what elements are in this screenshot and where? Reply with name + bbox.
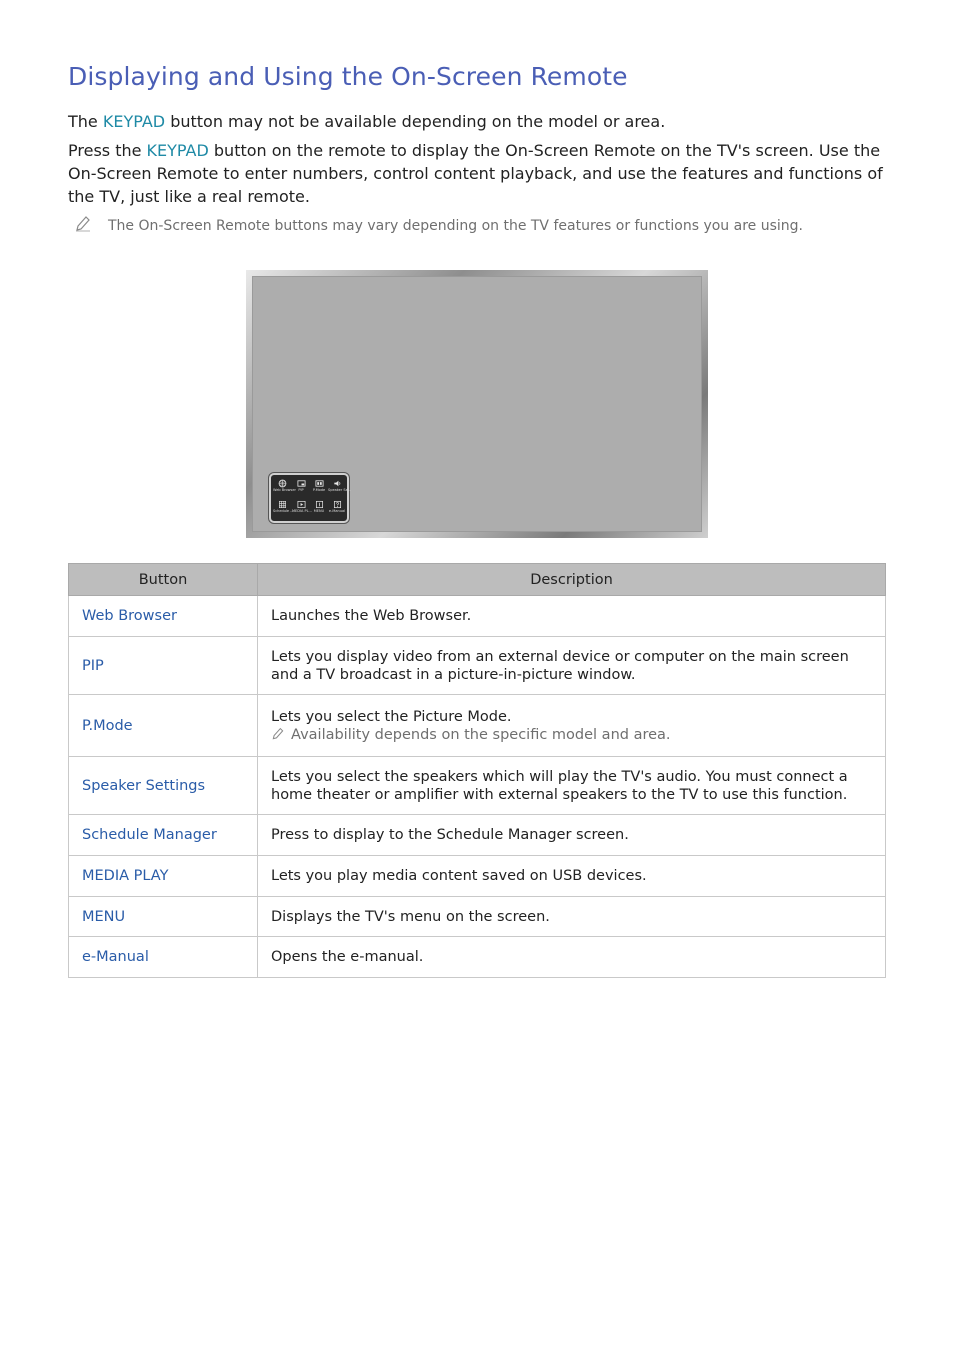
table-row	[69, 596, 886, 637]
table-row	[69, 757, 886, 815]
keypad-availability-text	[68, 110, 886, 133]
description-cell: Launches the Web Browser.	[258, 596, 886, 637]
remote-label: MENU	[313, 509, 325, 513]
remote-buttons-table	[68, 563, 886, 978]
button-name-cell: Schedule Manager	[69, 815, 258, 856]
button-name-cell: P.Mode	[69, 695, 258, 757]
para1-post: button may not be available depending on the model or area.	[165, 112, 666, 131]
grid-icon	[278, 500, 287, 509]
remote-note-text: The On-Screen Remote buttons may vary depending on the TV features or functions you are using.	[108, 218, 803, 234]
column-header-description: Description	[258, 564, 886, 596]
menu-icon	[315, 500, 324, 509]
description-cell: Displays the TV's menu on the screen.	[258, 897, 886, 937]
help-icon	[333, 500, 342, 509]
description-cell: Lets you select the speakers which will play the TV's audio. You must connect a home theater or amplifier with external speakers to the TV to use this function.	[258, 757, 886, 815]
pencil-icon	[271, 727, 285, 741]
availability-note-text: Availability depends on the specific model and area.	[291, 726, 671, 743]
description-cell	[258, 695, 886, 757]
remote-speaker-settings-button[interactable]	[328, 479, 352, 493]
page-title: Displaying and Using the On-Screen Remote	[68, 62, 628, 91]
button-name-cell: MEDIA PLAY	[69, 856, 258, 897]
button-name-cell: Speaker Settings	[69, 757, 258, 815]
description-cell: Press to display to the Schedule Manager screen.	[258, 815, 886, 856]
tv-illustration	[246, 270, 708, 538]
tv-screen	[252, 276, 702, 532]
speaker-icon	[333, 479, 342, 488]
description-cell: Lets you play media content saved on USB devices.	[258, 856, 886, 897]
remote-media-play-button[interactable]	[292, 500, 310, 514]
remote-label: MEDIA PL...	[292, 509, 312, 513]
table-row	[69, 695, 886, 757]
table-row	[69, 815, 886, 856]
availability-note	[271, 726, 872, 744]
globe-icon	[278, 479, 287, 488]
play-icon	[297, 500, 306, 509]
table-row	[69, 637, 886, 695]
picture-mode-icon	[315, 479, 324, 488]
remote-label: PIP	[298, 488, 304, 492]
table-row	[69, 937, 886, 978]
remote-label: P.Mode	[312, 488, 326, 492]
remote-label: Schedule ...	[273, 509, 294, 513]
description-cell: Lets you display video from an external device or computer on the main screen and a TV broadcast in a picture-in-picture window.	[258, 637, 886, 695]
keypad-keyword: KEYPAD	[102, 112, 166, 131]
para2-post: button on the remote to display the On-Screen Remote on the TV's screen. Use the On-Screen Remote to enter numbers, control content playback, and use the features and functions of the TV, just like a real remote.	[68, 141, 883, 206]
table-row	[69, 897, 886, 937]
remote-menu-button[interactable]	[310, 500, 328, 514]
para1-pre: The	[68, 112, 103, 131]
remote-label: e-Manual	[328, 509, 346, 513]
remote-e-manual-button[interactable]	[328, 500, 346, 514]
keypad-keyword-2: KEYPAD	[146, 141, 209, 160]
para2-pre: Press the	[68, 141, 147, 160]
on-screen-remote	[269, 473, 352, 523]
button-name-cell: PIP	[69, 637, 258, 695]
table-header-row	[69, 564, 886, 596]
remote-pmode-button[interactable]	[310, 479, 328, 493]
remote-label: Web Browser	[273, 488, 296, 492]
remote-pip-button[interactable]	[292, 479, 310, 493]
keypad-usage-text	[68, 139, 886, 208]
remote-web-browser-button[interactable]	[273, 479, 296, 493]
remote-note	[74, 214, 874, 238]
button-name-cell: MENU	[69, 897, 258, 937]
button-name-cell: Web Browser	[69, 596, 258, 637]
table-row	[69, 856, 886, 897]
description-cell: Opens the e-manual.	[258, 937, 886, 978]
description-text: Lets you select the Picture Mode.	[271, 708, 512, 725]
column-header-button: Button	[69, 564, 258, 596]
pip-icon	[297, 479, 306, 488]
button-name-cell: e-Manual	[69, 937, 258, 978]
remote-label: Speaker Se...	[328, 488, 352, 492]
remote-schedule-manager-button[interactable]	[273, 500, 294, 514]
pencil-icon	[74, 215, 94, 233]
